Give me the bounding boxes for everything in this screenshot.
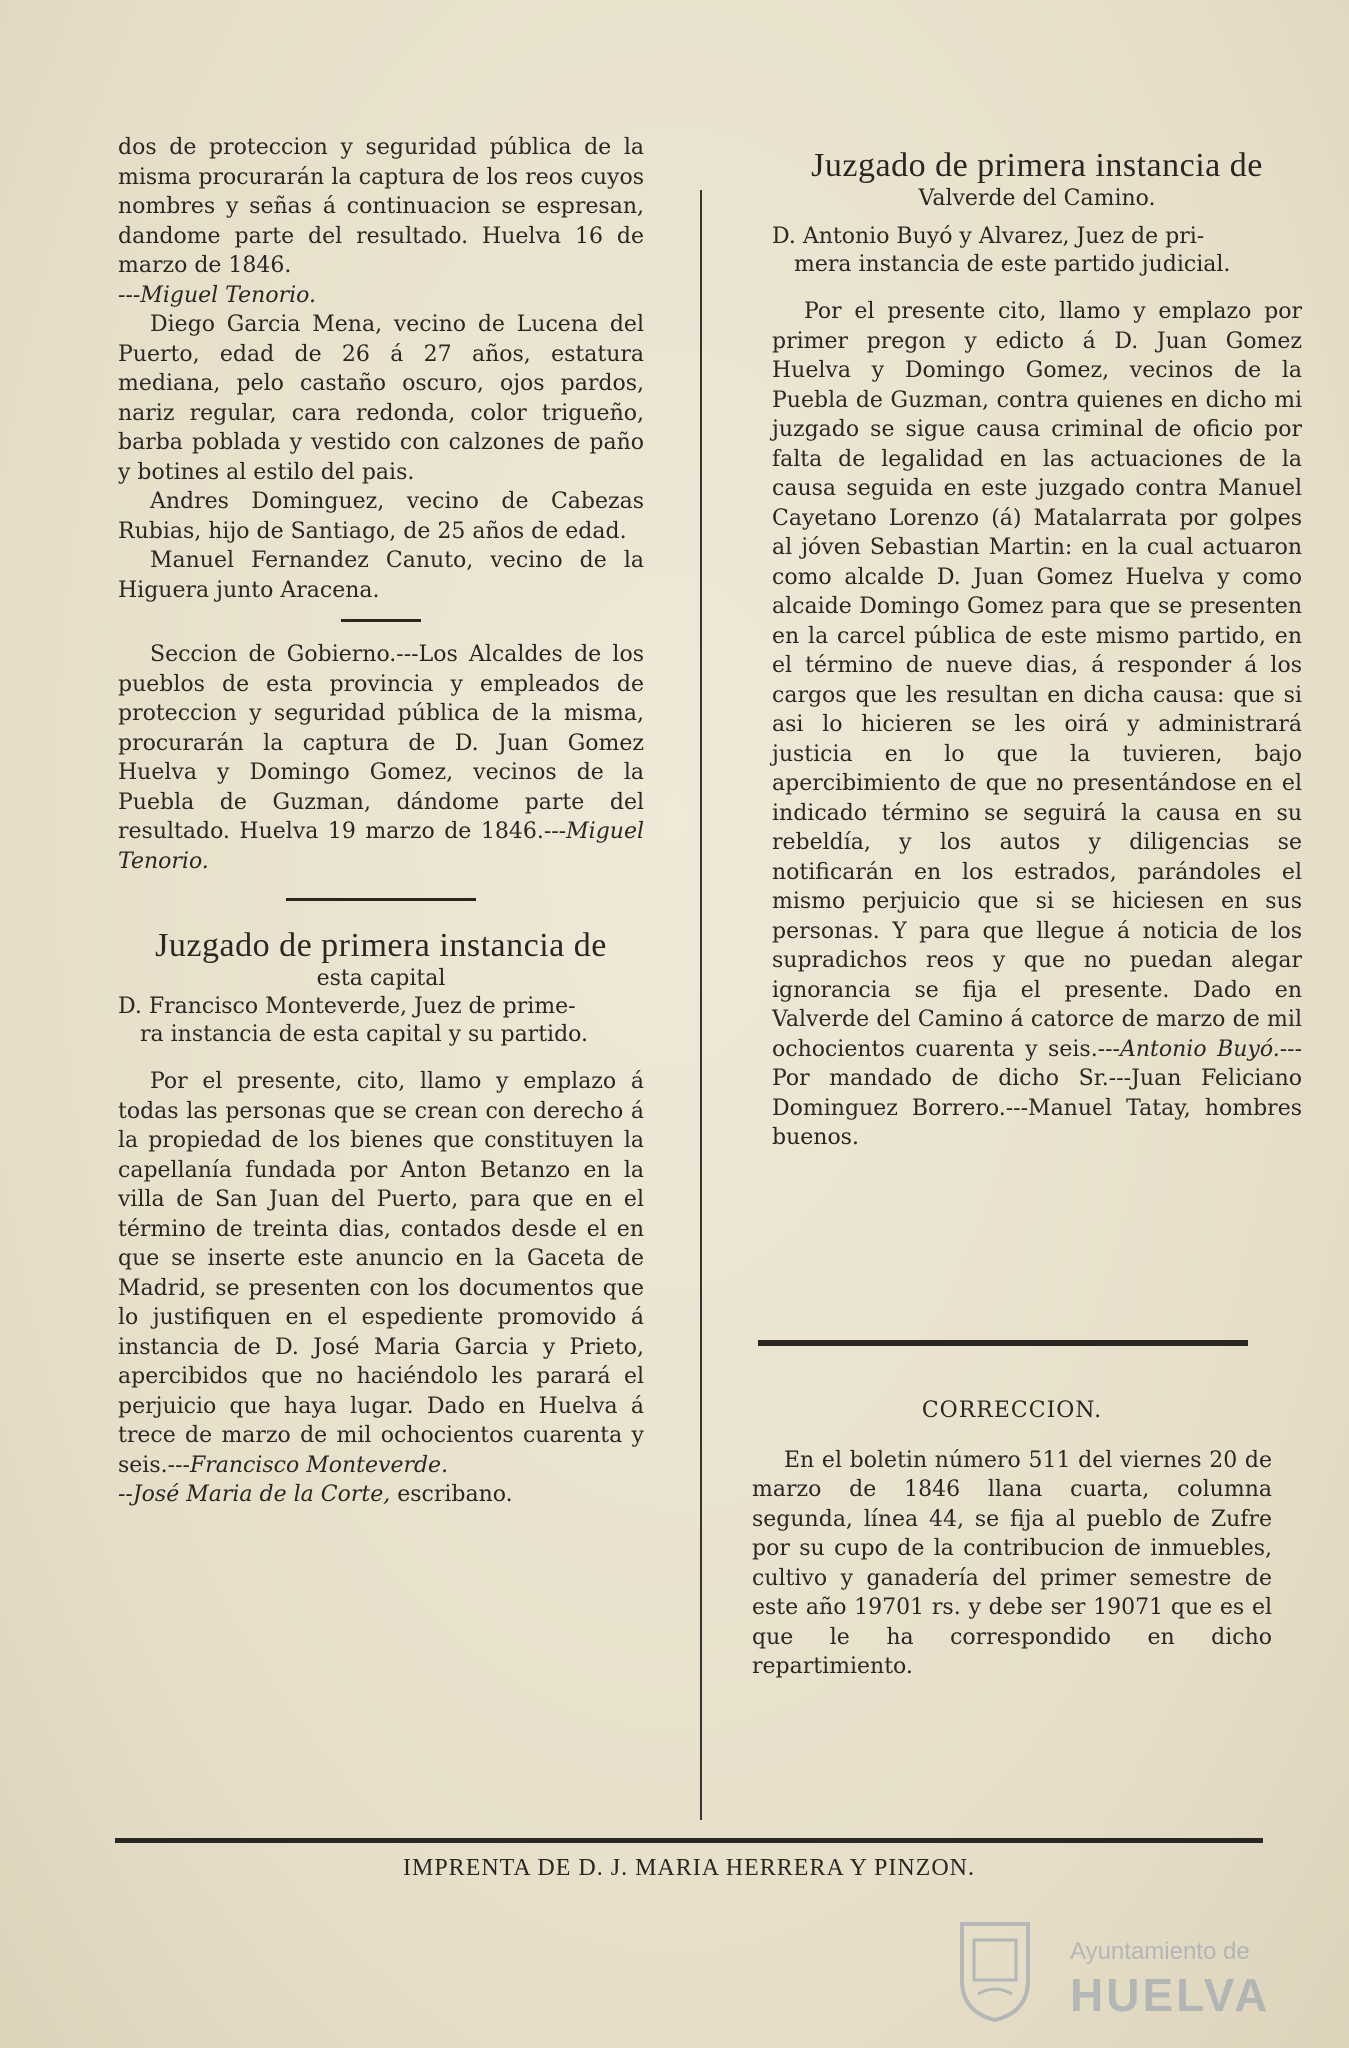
archive-watermark [958,1920,1298,2030]
separator-rule [758,1340,1248,1346]
watermark-text: Ayuntamiento de [1070,1938,1250,1965]
wanted-person-entry: Diego Garcia Mena, vecino de Lucena del Puerto, edad de 26 á 27 años, estatura mediana, pelo castaño oscuro, ojos pardos, nariz regular, cara redonda, color trigueño, barba poblada y vestido con calzones de paño y botines al estilo del pais. [118,312,644,485]
court-summons: Por el presente, cito, llamo y emplazo á todas las personas que se crean con derecho á la propiedad de los bienes que constituyen la capellanía fundada por Anton Betanzo en la villa de San Juan del Puerto, para que en el término de treinta dias, contados desde el en que se inserte este anuncio en la Gaceta de Madrid, se presenten con los documentos que lo justifiquen en el espediente promovido á instancia de D. José Maria Garcia y Prieto, apercibidos que no haciéndolo les parará el perjuicio que haya lugar. Dado en Huelva á trece de marzo de mil ochocientos cuarenta y seis.---Francisco Monteverde. --José Maria de la Corte, escribano. [118,1069,644,1507]
column-divider [700,190,702,1820]
correction-text: En el boletin número 511 del viernes 20 de marzo de 1846 llana cuarta, columna segunda, línea 44, se fija al pueblo de Zufre por su cupo de la contribucion de inmuebles, cultivo y ganadería del primer semestre de este año 19701 rs. y debe ser 19071 que es el que le ha correspondido en dicho repartimiento. [752,1447,1272,1679]
wanted-person-entry: Manuel Fernandez Canuto, vecino de la Higuera junto Aracena. [118,548,644,603]
section-title: Juzgado de primera instancia de [811,147,1263,184]
wanted-person-entry: Andres Dominguez, vecino de Cabezas Rubias, hijo de Santiago, de 25 años de edad. [118,489,644,544]
judge-heading: D. Francisco Monteverde, Juez de prime- ra instancia de esta capital y su partido. [118,994,589,1047]
judge-heading: D. Antonio Buyó y Alvarez, Juez de pri- mera instancia de este partido judicial. [772,224,1231,277]
announcement-paragraph: dos de proteccion y seguridad pública de la misma procurarán la captura de los reos cuyos nombres y señas á continuacion se espresan, dandome parte del resultado. Huelva 16 de marzo de 1846. ---Miguel Tenorio. [118,135,644,308]
correction-notice [752,1396,1272,1682]
signature: Miguel Tenorio. [118,819,644,874]
city-shield-icon [958,1920,1032,2024]
right-column [772,147,1302,1153]
court-summons: Por el presente cito, llamo y emplazo por primer pregon y edicto á D. Juan Gomez Huelva y Domingo Gomez, vecinos de la Puebla de Guzman, contra quienes en dicho mi juzgado se sigue causa criminal de oficio por falta de legalidad en las actuaciones de la causa seguida en este juzgado contra Manuel Cayetano Lorenzo (á) Matalarrata por golpes al jóven Sebastian Martin: en la cual actuaron como alcalde D. Juan Gomez Huelva y como alcaide Domingo Gomez para que se presenten en la carcel pública de este mismo partido, en el término de nueve dias, á responder á los cargos que les resultan en dicha causa: que si asi lo hicieren se les oirá y administrará justicia en lo que la tuvieren, bajo apercibimiento de que no presentándose en el indicado término se seguirá la causa en su rebeldía, y los autos y diligencias se notificarán en los estrados, parándoles el mismo perjuicio que si se hiciesen en sus personas. Y para que llegue á noticia de los supradichos reos y que no puedan alegar ignorancia se fija el presente. Dado en Valverde del Camino á catorce de marzo de mil ochocientos cuarenta y seis.---Antonio Buyó.---Por mandado de dicho Sr.---Juan Feliciano Dominguez Borrero.---Manuel Tatay, hombres buenos. [772,299,1303,1150]
correction-title: CORRECCION. [921,1398,1103,1423]
left-column [118,133,644,1510]
section-subtitle: Valverde del Camino. [918,186,1156,211]
separator-rule [286,898,476,901]
separator-rule [341,619,421,622]
footer-rule [115,1838,1263,1843]
watermark-text: HUELVA [1070,1969,1271,2021]
signature: --José Maria de la Corte, [118,1482,391,1507]
signature: ---Miguel Tenorio. [118,282,316,308]
printer-imprint: IMPRENTA DE D. J. MARIA HERRERA Y PINZON. [403,1855,975,1881]
signature: Francisco Monteverde. [189,1452,449,1478]
section-title: Juzgado de primera instancia de [155,927,607,964]
section-subtitle: esta capital [316,966,446,991]
signature: Antonio Buyó. [1120,1036,1280,1062]
government-notice: Seccion de Gobierno.---Los Alcaldes de los pueblos de esta provincia y empleados de proteccion y seguridad pública de la misma, procurarán la captura de D. Juan Gomez Huelva y Domingo Gomez, vecinos de la Puebla de Guzman, dándome parte del resultado. Huelva 19 marzo de 1846.---Miguel Tenorio. [118,642,644,874]
